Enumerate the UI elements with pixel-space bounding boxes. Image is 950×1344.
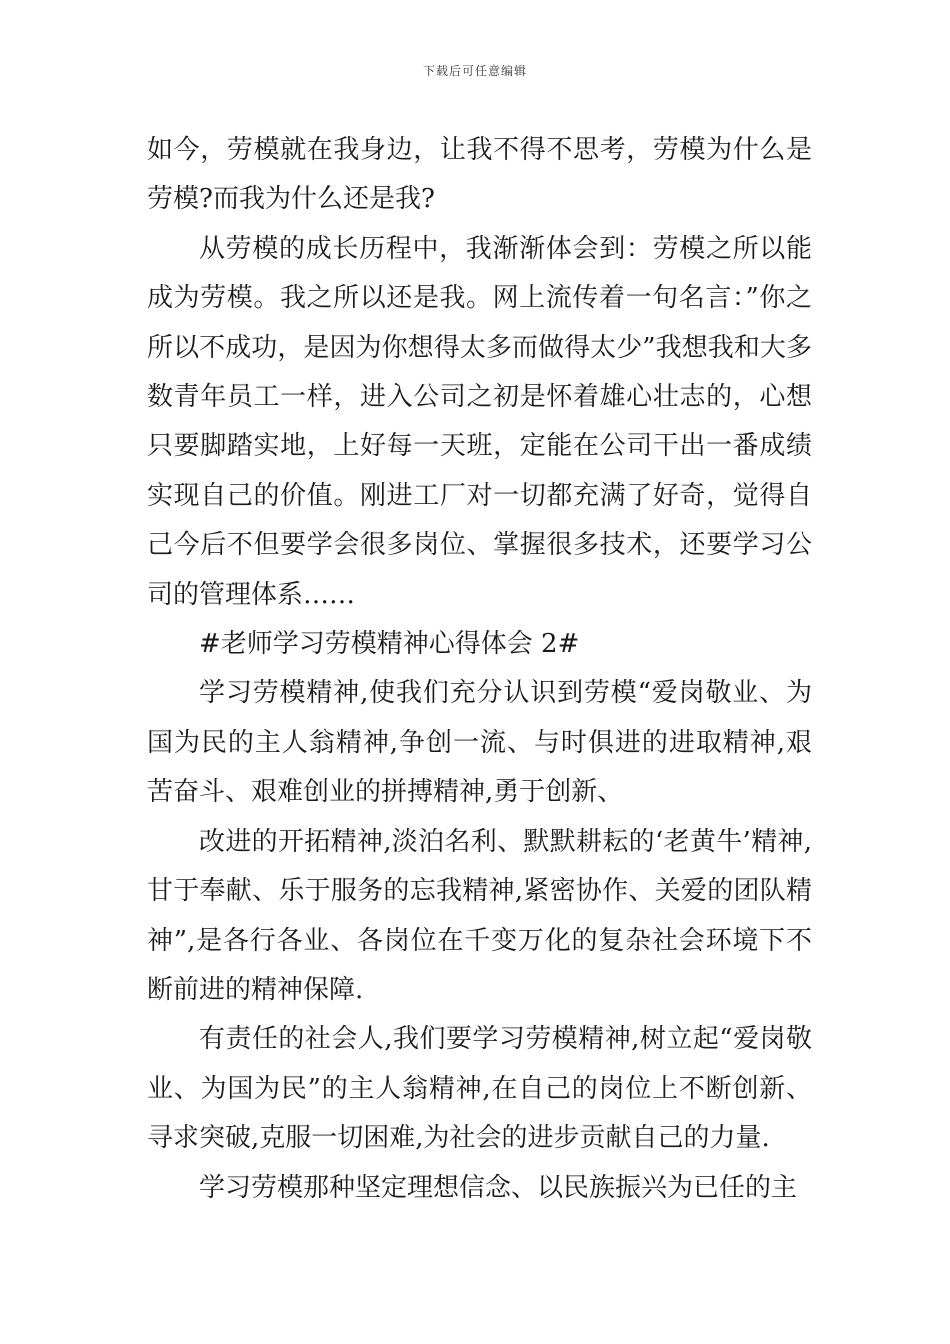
paragraph-1: 如今，劳模就在我身边，让我不得不思考，劳模为什么是劳模?而我为什么还是我?	[147, 135, 812, 215]
page-header: 下载后可任意编辑	[422, 64, 527, 78]
paragraph-3: 学习劳模精神,使我们充分认识到劳模“爱岗敬业、为国为民的主人翁精神,争创一流、与时俱进的进取精神,艰苦奋斗、艰难创业的拼搏精神,勇于创新、	[147, 678, 812, 808]
section-heading: #老师学习劳模精神心得体会 2#	[199, 629, 580, 660]
paragraph-2: 从劳模的成长历程中，我渐渐体会到：劳模之所以能成为劳模。我之所以还是我。网上流传着一句名言：”你之所以不成功，是因为你想得太多而做得太少”我想我和大多数青年员工一样，进入公司之初是怀着雄心壮志的，心想只要脚踏实地，上好每一天班，定能在公司干出一番成绩实现自己的价值。刚进工厂对一切都充满了好奇，觉得自己今后不但要学会很多岗位、掌握很多技术，还要学习公司的管理体系……	[147, 233, 812, 610]
paragraph-6: 学习劳模那种坚定理想信念、以民族振兴为已任的主	[199, 1172, 798, 1203]
paragraph-5: 有责任的社会人,我们要学习劳模精神,树立起“爱岗敬业、为国为民”的主人翁精神,在自己的岗位上不断创新、寻求突破,克服一切困难,为社会的进步贡献自己的力量.	[147, 1024, 812, 1154]
paragraph-4: 改进的开拓精神,淡泊名利、默默耕耘的‘老黄牛’精神,甘于奉献、乐于服务的忘我精神,紧密协作、关爱的团队精神”,是各行各业、各岗位在千变万化的复杂社会环境下不断前进的精神保障.	[147, 826, 812, 1005]
document-body	[147, 126, 812, 1213]
